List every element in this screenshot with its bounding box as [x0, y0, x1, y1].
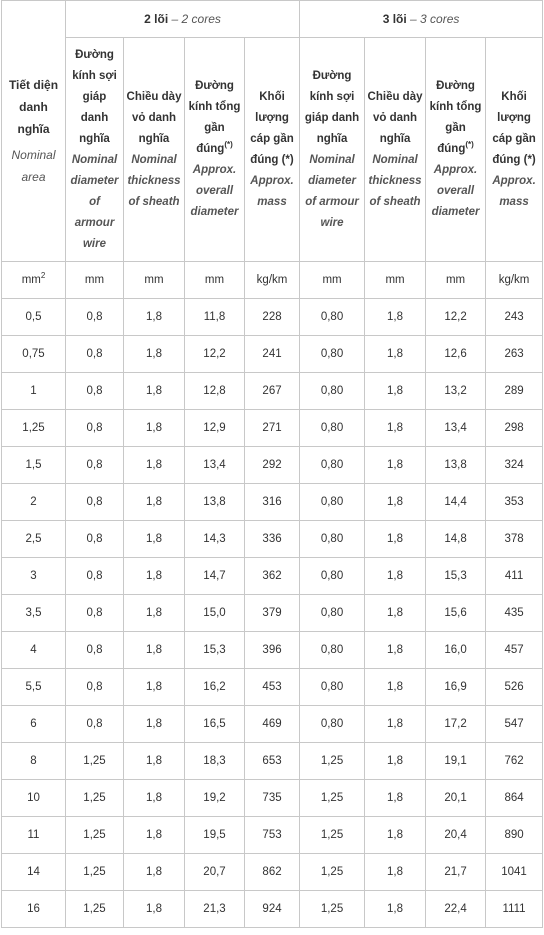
- header-armour-diameter-en: Nominal diameter of armour wire: [70, 153, 119, 250]
- header-armour-diameter-en: Nominal diameter of armour wire: [305, 153, 359, 229]
- cell-mass-2c: 453: [245, 669, 300, 706]
- cell-sheath-thickness-2c: 1,8: [124, 521, 185, 558]
- cell-sheath-thickness-3c: 1,8: [365, 817, 426, 854]
- cell-mass-3c: 435: [486, 595, 543, 632]
- table-row: [2, 447, 543, 484]
- cell-mass-3c: 263: [486, 336, 543, 373]
- cell-armour-diameter-3c: 1,25: [300, 743, 365, 780]
- cell-overall-diameter-3c: 14,8: [426, 521, 486, 558]
- cell-mass-2c: 469: [245, 706, 300, 743]
- cell-overall-diameter-3c: 13,4: [426, 410, 486, 447]
- cell-overall-diameter-3c: 21,7: [426, 854, 486, 891]
- cell-mass-2c: 362: [245, 558, 300, 595]
- cell-armour-diameter-3c: 1,25: [300, 817, 365, 854]
- header-armour-diameter-vi: Đường kính sợi giáp danh nghĩa: [72, 48, 117, 145]
- header-group-2-cores-dash: –: [168, 12, 182, 26]
- cell-mass-2c: 924: [245, 891, 300, 928]
- table-row: [2, 632, 543, 669]
- cell-mass-3c: 547: [486, 706, 543, 743]
- cell-overall-diameter-3c: 20,1: [426, 780, 486, 817]
- cell-overall-diameter-2c: 13,8: [185, 484, 245, 521]
- cell-area: 6: [2, 706, 66, 743]
- cell-armour-diameter-2c: 0,8: [66, 558, 124, 595]
- header-armour-diameter-2c: [66, 38, 124, 262]
- cell-sheath-thickness-3c: 1,8: [365, 706, 426, 743]
- cell-overall-diameter-2c: 12,2: [185, 336, 245, 373]
- table-row: [2, 817, 543, 854]
- cell-mass-3c: 411: [486, 558, 543, 595]
- cell-mass-2c: 316: [245, 484, 300, 521]
- cell-sheath-thickness-3c: 1,8: [365, 669, 426, 706]
- cell-overall-diameter-3c: 13,2: [426, 373, 486, 410]
- unit-diam-2c: mm: [66, 262, 124, 299]
- unit-area-exponent: 2: [40, 271, 46, 281]
- cell-overall-diameter-3c: 16,9: [426, 669, 486, 706]
- cell-overall-diameter-2c: 12,8: [185, 373, 245, 410]
- cell-sheath-thickness-2c: 1,8: [124, 447, 185, 484]
- cell-armour-diameter-2c: 0,8: [66, 632, 124, 669]
- cell-sheath-thickness-2c: 1,8: [124, 336, 185, 373]
- cell-mass-3c: 762: [486, 743, 543, 780]
- cell-overall-diameter-3c: 19,1: [426, 743, 486, 780]
- table-row: [2, 706, 543, 743]
- cell-mass-3c: 1041: [486, 854, 543, 891]
- cell-overall-diameter-2c: 21,3: [185, 891, 245, 928]
- header-overall-diameter-vi: [187, 76, 242, 160]
- header-sheath-thickness-3c: [365, 38, 426, 262]
- cell-armour-diameter-2c: 0,8: [66, 521, 124, 558]
- cell-sheath-thickness-3c: 1,8: [365, 447, 426, 484]
- unit-thick-2c: mm: [124, 262, 185, 299]
- cell-overall-diameter-2c: 19,5: [185, 817, 245, 854]
- cell-area: 14: [2, 854, 66, 891]
- header-mass-2c: [245, 38, 300, 262]
- header-group-3-cores-en: 3 cores: [420, 12, 460, 26]
- cell-sheath-thickness-3c: 1,8: [365, 336, 426, 373]
- cell-overall-diameter-3c: 20,4: [426, 817, 486, 854]
- header-group-3-cores-vi: 3 lõi: [382, 12, 407, 26]
- cell-overall-diameter-3c: 14,4: [426, 484, 486, 521]
- cell-armour-diameter-3c: 1,25: [300, 780, 365, 817]
- cell-sheath-thickness-2c: 1,8: [124, 373, 185, 410]
- header-nominal-area-vi: Tiết diện danh nghĩa: [8, 78, 59, 136]
- cell-armour-diameter-3c: 0,80: [300, 299, 365, 336]
- cell-mass-2c: 653: [245, 743, 300, 780]
- units-row: [2, 262, 543, 299]
- cell-area: 1: [2, 373, 66, 410]
- header-group-2-cores-vi: 2 lõi: [144, 12, 169, 26]
- cell-area: 1,5: [2, 447, 66, 484]
- header-sheath-thickness-en: Nominal thickness of sheath: [127, 153, 181, 208]
- cell-area: 2,5: [2, 521, 66, 558]
- table-row: [2, 484, 543, 521]
- cell-sheath-thickness-3c: 1,8: [365, 854, 426, 891]
- cell-sheath-thickness-2c: 1,8: [124, 891, 185, 928]
- cell-mass-3c: 243: [486, 299, 543, 336]
- cell-mass-2c: 267: [245, 373, 300, 410]
- header-overall-diameter-sup: (*): [465, 140, 474, 150]
- cell-area: 10: [2, 780, 66, 817]
- cell-mass-3c: 526: [486, 669, 543, 706]
- cell-mass-3c: 378: [486, 521, 543, 558]
- cell-sheath-thickness-3c: 1,8: [365, 632, 426, 669]
- header-overall-diameter-en: Approx. overall diameter: [431, 164, 480, 218]
- cell-armour-diameter-2c: 0,8: [66, 299, 124, 336]
- cell-overall-diameter-2c: 15,0: [185, 595, 245, 632]
- cell-sheath-thickness-3c: 1,8: [365, 373, 426, 410]
- cell-sheath-thickness-2c: 1,8: [124, 743, 185, 780]
- cell-sheath-thickness-3c: 1,8: [365, 780, 426, 817]
- header-overall-diameter-vi-text: Đường kính tổng gần đúng: [188, 80, 241, 155]
- cell-area: 1,25: [2, 410, 66, 447]
- table-row: [2, 336, 543, 373]
- header-group-3-cores: [300, 1, 543, 38]
- cell-armour-diameter-2c: 1,25: [66, 743, 124, 780]
- cell-sheath-thickness-3c: 1,8: [365, 521, 426, 558]
- table-row: [2, 595, 543, 632]
- cell-overall-diameter-3c: 15,6: [426, 595, 486, 632]
- cell-armour-diameter-2c: 0,8: [66, 484, 124, 521]
- cell-area: 5,5: [2, 669, 66, 706]
- header-armour-diameter-vi: Đường kính sợi giáp danh nghĩa: [304, 69, 360, 145]
- cell-armour-diameter-2c: 0,8: [66, 336, 124, 373]
- cell-overall-diameter-3c: 12,2: [426, 299, 486, 336]
- cell-overall-diameter-3c: 13,8: [426, 447, 486, 484]
- cell-mass-2c: 735: [245, 780, 300, 817]
- unit-diam-3c: mm: [300, 262, 365, 299]
- cell-mass-3c: 298: [486, 410, 543, 447]
- unit-area: $mm^2$: [2, 262, 66, 299]
- cell-armour-diameter-3c: 0,80: [300, 484, 365, 521]
- header-mass-3c: [486, 38, 543, 262]
- cell-armour-diameter-2c: 1,25: [66, 817, 124, 854]
- cell-armour-diameter-3c: 0,80: [300, 669, 365, 706]
- unit-mass-2c: kg/km: [245, 262, 300, 299]
- header-mass-en: Approx. mass: [250, 174, 294, 208]
- cell-sheath-thickness-3c: 1,8: [365, 299, 426, 336]
- header-mass-vi: Khối lượng cáp gần đúng (*): [492, 90, 536, 166]
- cell-armour-diameter-3c: 0,80: [300, 410, 365, 447]
- cell-mass-2c: 396: [245, 632, 300, 669]
- cell-mass-3c: 1111: [486, 891, 543, 928]
- header-overall-diameter-sup: (*): [224, 140, 233, 150]
- cell-mass-2c: 228: [245, 299, 300, 336]
- cell-armour-diameter-2c: 0,8: [66, 595, 124, 632]
- header-overall-diameter-vi: [428, 76, 483, 160]
- cell-mass-2c: 862: [245, 854, 300, 891]
- cell-sheath-thickness-3c: 1,8: [365, 484, 426, 521]
- cell-mass-3c: 864: [486, 780, 543, 817]
- cell-overall-diameter-2c: 12,9: [185, 410, 245, 447]
- table-row: [2, 854, 543, 891]
- header-nominal-area-en: Nominal area: [11, 148, 56, 184]
- cell-mass-3c: 324: [486, 447, 543, 484]
- header-armour-diameter-3c: [300, 38, 365, 262]
- cell-armour-diameter-3c: 0,80: [300, 336, 365, 373]
- cell-sheath-thickness-2c: 1,8: [124, 484, 185, 521]
- cell-armour-diameter-2c: 1,25: [66, 891, 124, 928]
- cell-sheath-thickness-2c: 1,8: [124, 669, 185, 706]
- cell-armour-diameter-3c: 1,25: [300, 891, 365, 928]
- cell-mass-2c: 336: [245, 521, 300, 558]
- header-sheath-thickness-en: Nominal thickness of sheath: [368, 153, 422, 208]
- cell-armour-diameter-3c: 1,25: [300, 854, 365, 891]
- cell-mass-2c: 241: [245, 336, 300, 373]
- cell-mass-3c: 353: [486, 484, 543, 521]
- table-row: [2, 743, 543, 780]
- cell-overall-diameter-3c: 22,4: [426, 891, 486, 928]
- table-row: [2, 558, 543, 595]
- cell-armour-diameter-3c: 0,80: [300, 595, 365, 632]
- cell-overall-diameter-2c: 16,2: [185, 669, 245, 706]
- cell-overall-diameter-2c: 15,3: [185, 632, 245, 669]
- cell-armour-diameter-2c: 0,8: [66, 410, 124, 447]
- cell-armour-diameter-3c: 0,80: [300, 521, 365, 558]
- cell-area: 0,5: [2, 299, 66, 336]
- cell-armour-diameter-2c: 0,8: [66, 706, 124, 743]
- unit-overall-2c: mm: [185, 262, 245, 299]
- cable-data-table: [1, 0, 543, 928]
- cell-mass-3c: 289: [486, 373, 543, 410]
- cell-sheath-thickness-2c: 1,8: [124, 632, 185, 669]
- header-overall-diameter-vi-text: Đường kính tổng gần đúng: [429, 80, 482, 155]
- header-columns-row: [2, 38, 543, 262]
- header-group-row: [2, 1, 543, 38]
- cell-overall-diameter-2c: 18,3: [185, 743, 245, 780]
- cell-overall-diameter-2c: 19,2: [185, 780, 245, 817]
- cell-overall-diameter-2c: 11,8: [185, 299, 245, 336]
- cell-area: 4: [2, 632, 66, 669]
- cell-area: 16: [2, 891, 66, 928]
- cell-overall-diameter-3c: 12,6: [426, 336, 486, 373]
- cell-armour-diameter-2c: 0,8: [66, 669, 124, 706]
- table-row: [2, 780, 543, 817]
- cell-overall-diameter-2c: 14,3: [185, 521, 245, 558]
- cell-armour-diameter-3c: 0,80: [300, 706, 365, 743]
- cell-overall-diameter-2c: 20,7: [185, 854, 245, 891]
- header-overall-diameter-en: Approx. overall diameter: [190, 164, 239, 218]
- cell-area: 8: [2, 743, 66, 780]
- header-overall-diameter-3c: [426, 38, 486, 262]
- cell-sheath-thickness-2c: 1,8: [124, 558, 185, 595]
- cell-armour-diameter-2c: 1,25: [66, 854, 124, 891]
- cell-area: 3,5: [2, 595, 66, 632]
- cell-sheath-thickness-2c: 1,8: [124, 595, 185, 632]
- cell-mass-3c: 890: [486, 817, 543, 854]
- cell-armour-diameter-3c: 0,80: [300, 632, 365, 669]
- cell-overall-diameter-3c: 16,0: [426, 632, 486, 669]
- cell-area: 2: [2, 484, 66, 521]
- cell-overall-diameter-2c: 14,7: [185, 558, 245, 595]
- cell-overall-diameter-2c: 16,5: [185, 706, 245, 743]
- header-overall-diameter-2c: [185, 38, 245, 262]
- cell-sheath-thickness-2c: 1,8: [124, 817, 185, 854]
- table-row: [2, 373, 543, 410]
- unit-mass-3c: kg/km: [486, 262, 543, 299]
- cell-sheath-thickness-2c: 1,8: [124, 854, 185, 891]
- header-group-3-cores-dash: –: [406, 12, 421, 26]
- header-sheath-thickness-2c: [124, 38, 185, 262]
- cell-armour-diameter-2c: 0,8: [66, 447, 124, 484]
- cell-area: 11: [2, 817, 66, 854]
- cell-sheath-thickness-2c: 1,8: [124, 299, 185, 336]
- cell-mass-2c: 292: [245, 447, 300, 484]
- cell-armour-diameter-2c: 1,25: [66, 780, 124, 817]
- cell-sheath-thickness-3c: 1,8: [365, 743, 426, 780]
- cell-armour-diameter-3c: 0,80: [300, 558, 365, 595]
- table-row: [2, 669, 543, 706]
- header-sheath-thickness-vi: Chiều dày vỏ danh nghĩa: [367, 90, 423, 145]
- cell-sheath-thickness-3c: 1,8: [365, 891, 426, 928]
- header-mass-en: Approx. mass: [492, 174, 536, 208]
- cell-overall-diameter-3c: 15,3: [426, 558, 486, 595]
- cell-mass-2c: 271: [245, 410, 300, 447]
- cell-area: 3: [2, 558, 66, 595]
- unit-thick-3c: mm: [365, 262, 426, 299]
- table-row: [2, 521, 543, 558]
- cell-sheath-thickness-2c: 1,8: [124, 706, 185, 743]
- cell-sheath-thickness-3c: 1,8: [365, 595, 426, 632]
- cell-sheath-thickness-2c: 1,8: [124, 410, 185, 447]
- cell-armour-diameter-2c: 0,8: [66, 373, 124, 410]
- header-nominal-area: [2, 1, 66, 262]
- header-group-2-cores-en: 2 cores: [181, 12, 221, 26]
- unit-overall-3c: mm: [426, 262, 486, 299]
- table-row: [2, 410, 543, 447]
- table-row: [2, 299, 543, 336]
- cell-sheath-thickness-3c: 1,8: [365, 410, 426, 447]
- cell-overall-diameter-2c: 13,4: [185, 447, 245, 484]
- cell-sheath-thickness-3c: 1,8: [365, 558, 426, 595]
- cell-overall-diameter-3c: 17,2: [426, 706, 486, 743]
- cell-sheath-thickness-2c: 1,8: [124, 780, 185, 817]
- cell-mass-2c: 753: [245, 817, 300, 854]
- cell-area: 0,75: [2, 336, 66, 373]
- table-row: [2, 891, 543, 928]
- header-mass-vi: Khối lượng cáp gần đúng (*): [250, 90, 294, 166]
- cell-armour-diameter-3c: 0,80: [300, 447, 365, 484]
- header-group-2-cores: [66, 1, 300, 38]
- cell-mass-3c: 457: [486, 632, 543, 669]
- cell-mass-2c: 379: [245, 595, 300, 632]
- cell-armour-diameter-3c: 0,80: [300, 373, 365, 410]
- header-sheath-thickness-vi: Chiều dày vỏ danh nghĩa: [126, 90, 182, 145]
